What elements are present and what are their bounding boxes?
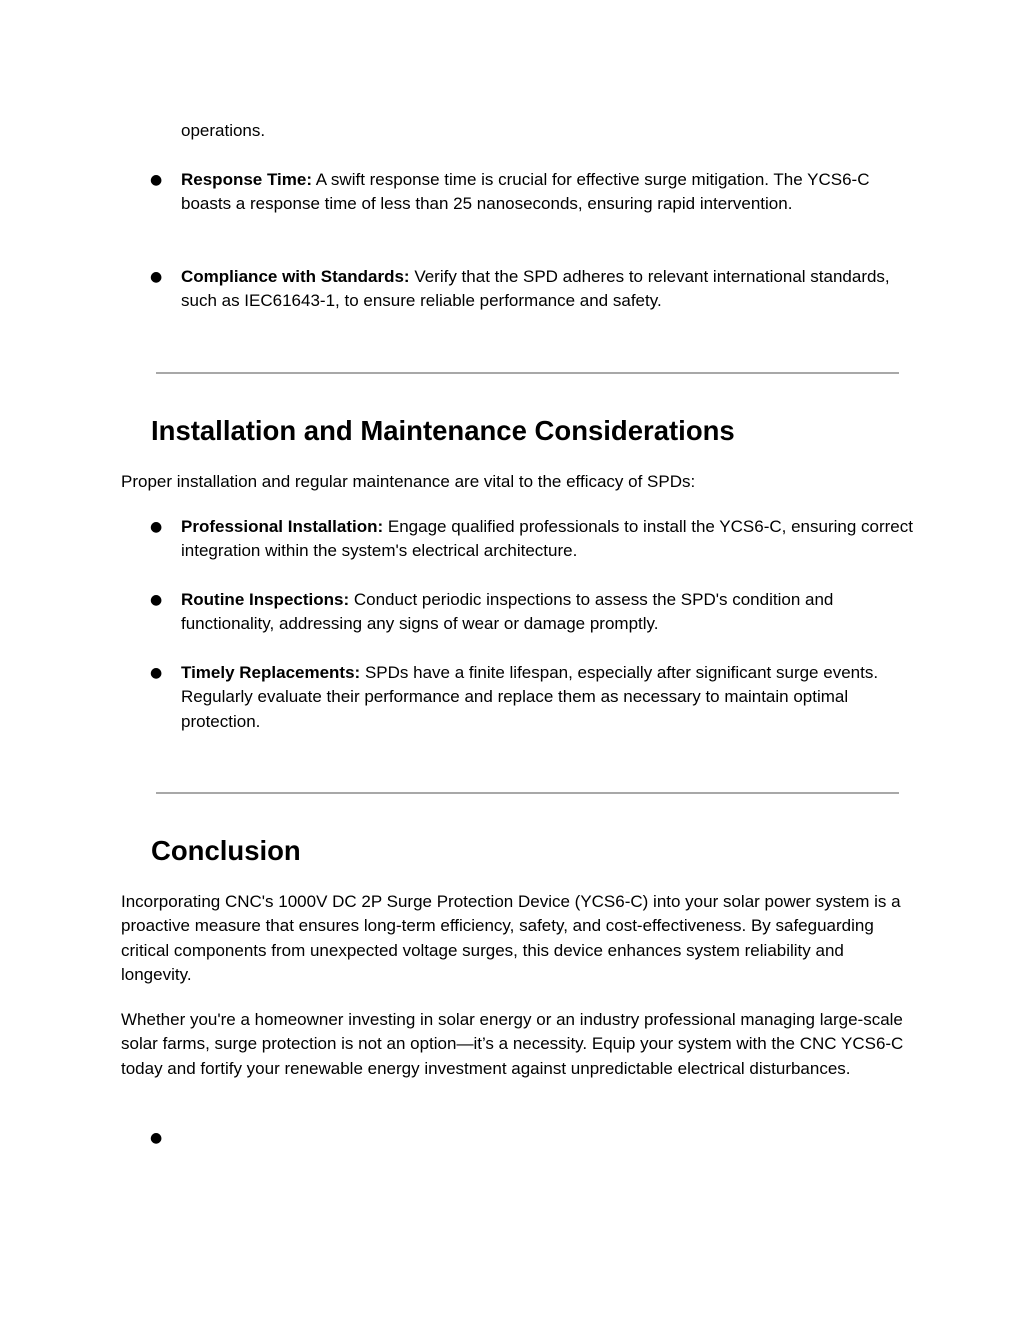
list-item-timely-replacements: [181, 661, 916, 734]
list-item-text: SPDs have a finite lifespan, especially after significant surge events. Regularly evaluate their performance and replace them as necessary to maintain optimal protection.: [181, 663, 879, 731]
section-heading-installation: Installation and Maintenance Considerations: [151, 415, 735, 446]
list-item-label: Response Time:: [181, 170, 313, 189]
horizontal-divider: [156, 792, 899, 794]
bullet-icon: ●: [150, 519, 163, 535]
bullet-icon: ●: [150, 665, 163, 681]
list-item-text: Engage qualified professionals to install the YCS6-C, ensuring correct integration within the system's electrical architecture.: [181, 517, 913, 561]
list-item-text: Conduct periodic inspections to assess the SPD's condition and functionality, addressing any signs of wear or damage promptly.: [181, 590, 834, 634]
installation-intro: Proper installation and regular maintenance are vital to the efficacy of SPDs:: [121, 472, 696, 491]
bullet-icon: ●: [150, 1130, 163, 1146]
list-item-professional-installation: [181, 515, 916, 564]
conclusion-paragraph: Whether you're a homeowner investing in solar energy or an industry professional managing large-scale solar farms, surge protection is not an option—it’s a necessity. Equip your system with the CNC YCS6-C today and fortify your renewable energy investment against unpredictable electrical disturbances.: [121, 1010, 904, 1078]
bullet-icon: ●: [150, 592, 163, 608]
list-item-text: Verify that the SPD adheres to relevant international standards, such as IEC61643-1, to ensure reliable performance and safety.: [181, 267, 890, 311]
list-item-label: Timely Replacements:: [181, 663, 361, 682]
list-item-label: Professional Installation:: [181, 517, 384, 536]
list-item-compliance: [181, 265, 916, 314]
list-item-routine-inspections: [181, 588, 916, 637]
list-item-label: Compliance with Standards:: [181, 267, 410, 286]
section-heading-conclusion: Conclusion: [151, 835, 301, 866]
bullet-icon: ●: [150, 172, 163, 188]
horizontal-divider: [156, 372, 899, 374]
conclusion-paragraph: Incorporating CNC's 1000V DC 2P Surge Protection Device (YCS6-C) into your solar power system is a proactive measure that ensures long-term efficiency, safety, and cost-effectiveness. By safeguarding critical components from unexpected voltage surges, this device enhances system reliability and longevity.: [121, 892, 901, 984]
bullet-icon: ●: [150, 269, 163, 285]
list-item-label: Routine Inspections:: [181, 590, 350, 609]
continuation-text: operations.: [181, 121, 266, 140]
list-item-response-time: [181, 168, 916, 217]
list-item-text: A swift response time is crucial for effective surge mitigation. The YCS6-C boasts a response time of less than 25 nanoseconds, ensuring rapid intervention.: [181, 170, 870, 214]
